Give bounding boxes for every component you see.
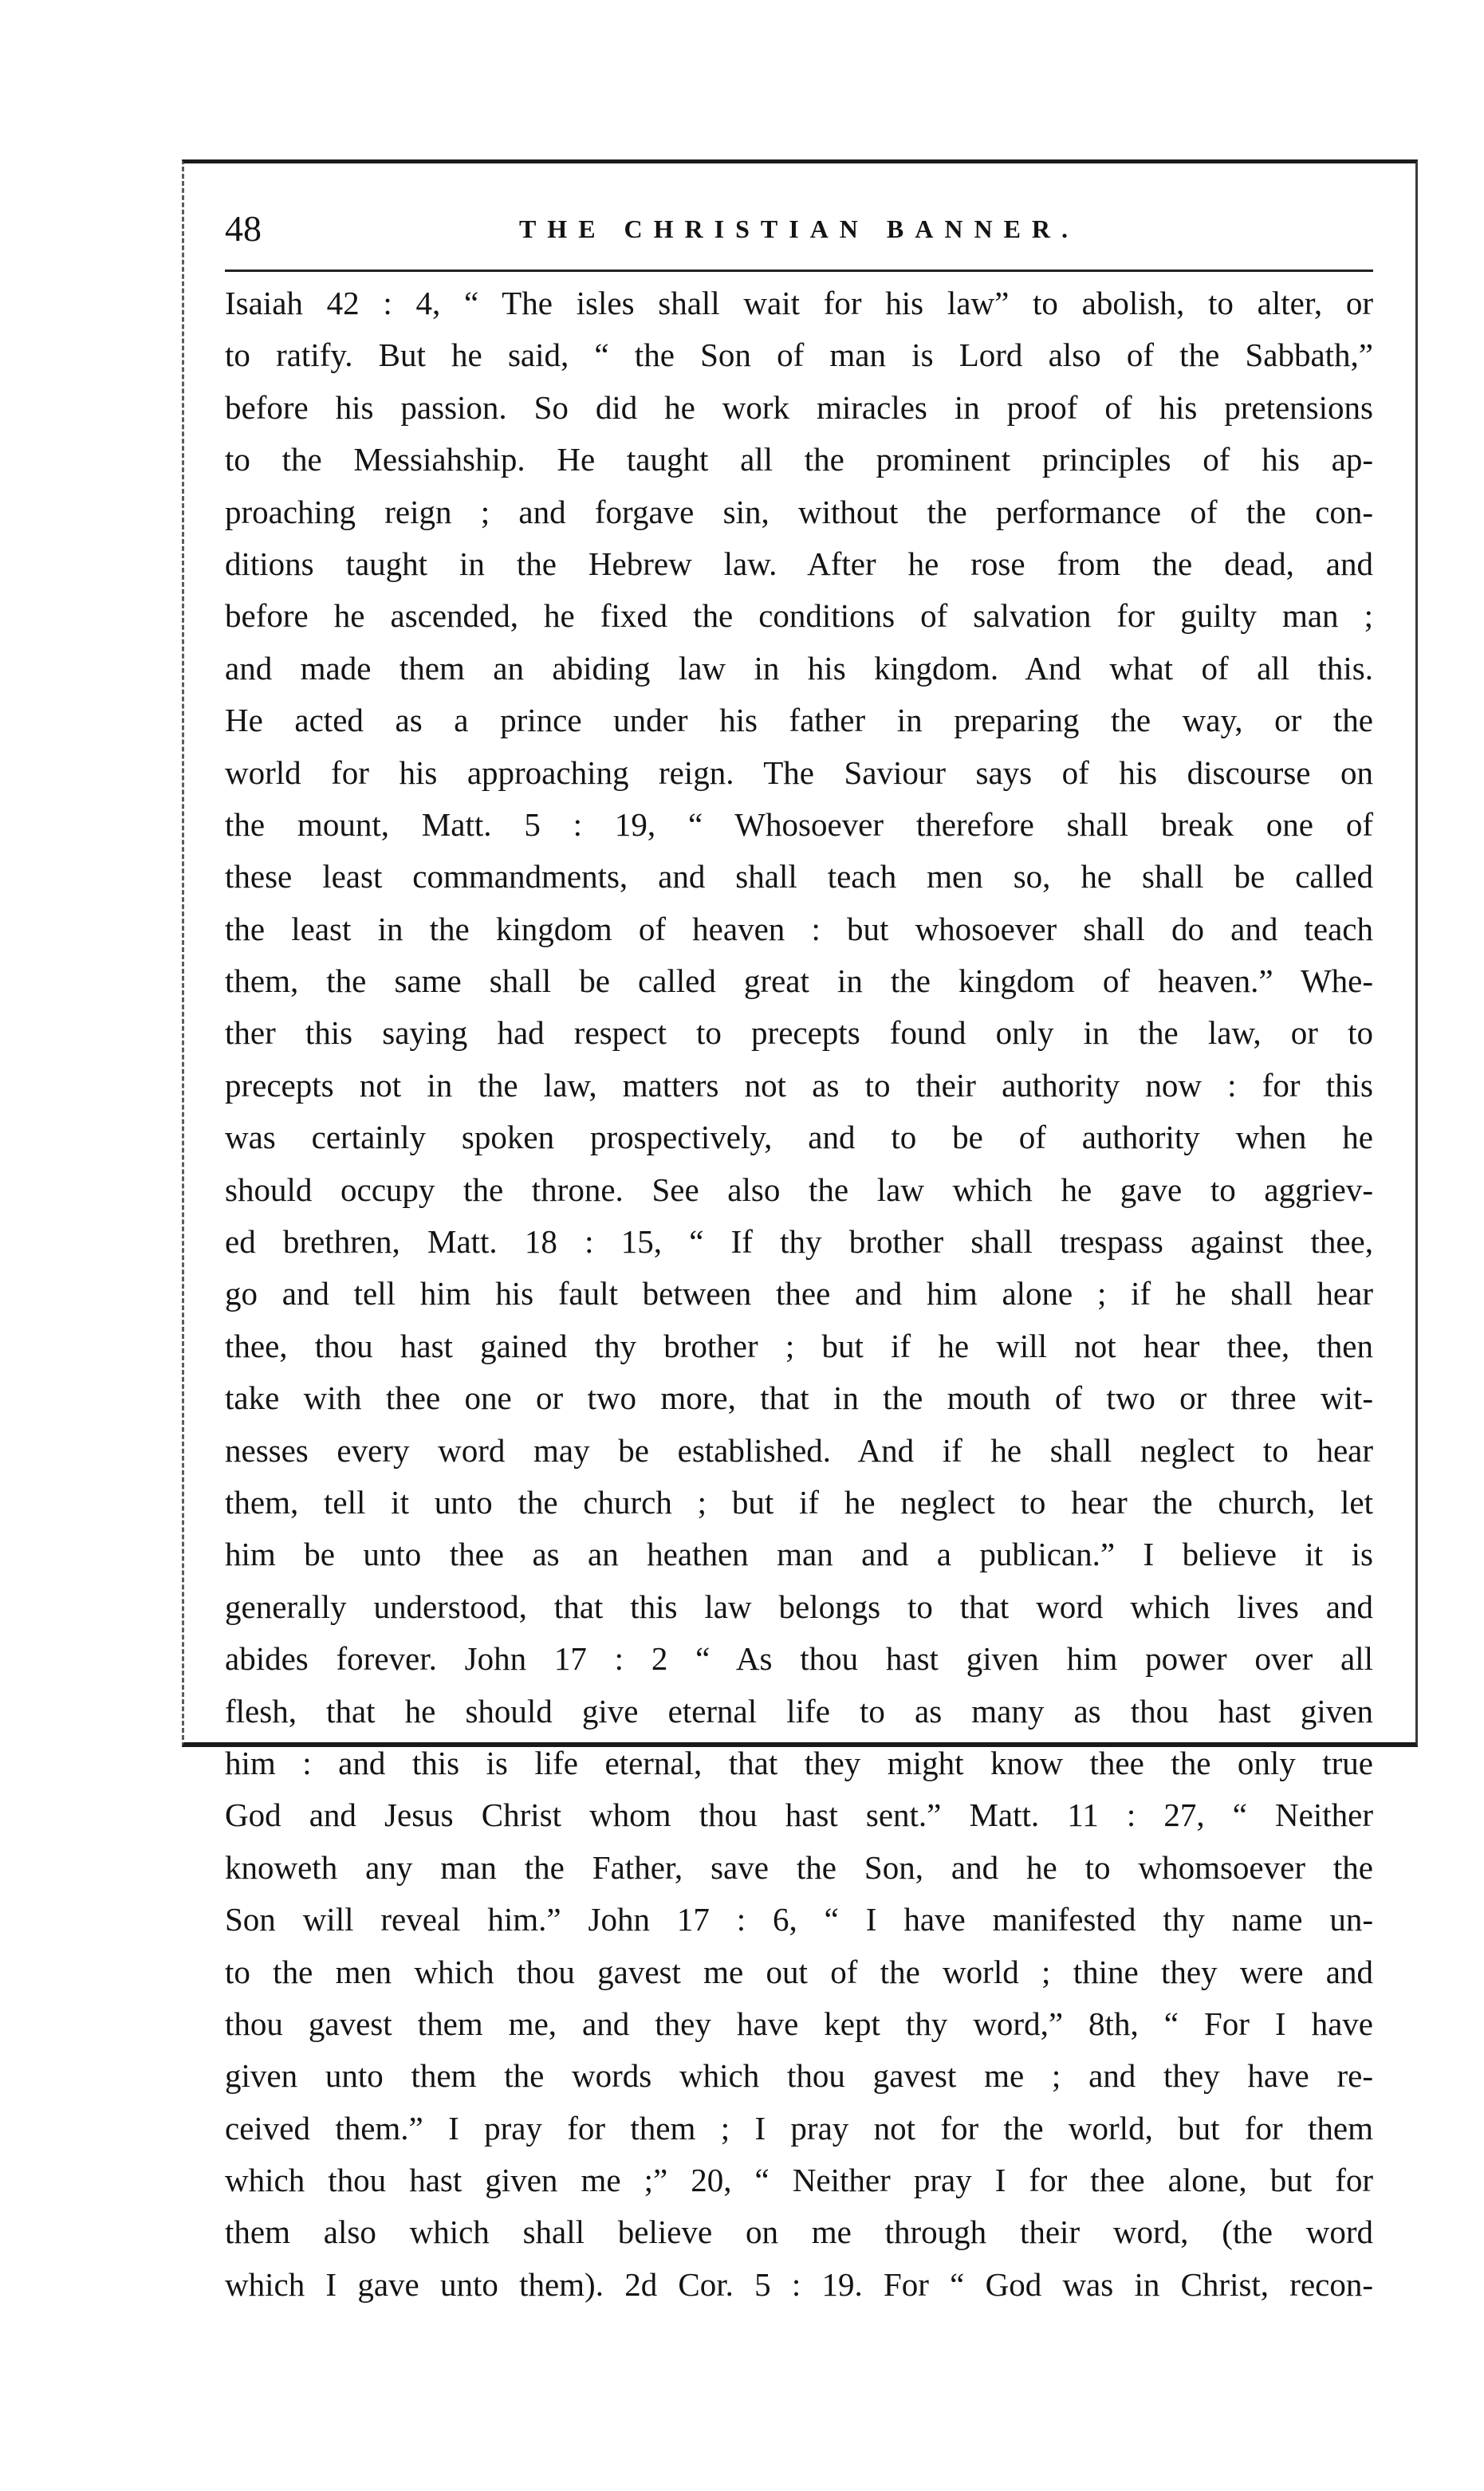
text-line: flesh, that he should give eternal life to as many as thou hast given bbox=[225, 1692, 1373, 1730]
page-number: 48 bbox=[225, 208, 262, 249]
text-line: nesses every word may be established. And if he shall neglect to hear bbox=[225, 1431, 1373, 1469]
text-line: to ratify. But he said, “ the Son of man is Lord also of the Sabbath,” bbox=[225, 336, 1373, 374]
text-line: precepts not in the law, matters not as to their authority now : for this bbox=[225, 1066, 1373, 1104]
text-line: was certainly spoken prospectively, and to be of authority when he bbox=[225, 1119, 1373, 1156]
text-line: which I gave unto them). 2d Cor. 5 : 19. For “ God was in Christ, recon- bbox=[225, 2265, 1373, 2303]
text-line: these least commandments, and shall teach men so, he shall be called bbox=[225, 858, 1373, 895]
running-head bbox=[225, 201, 1373, 257]
text-line: them, tell it unto the church ; but if he neglect to hear the church, let bbox=[225, 1483, 1373, 1521]
text-line: to the men which thou gavest me out of the world ; thine they were and bbox=[225, 1953, 1373, 1990]
text-line: He acted as a prince under his father in preparing the way, or the bbox=[225, 702, 1373, 739]
text-line: to the Messiahship. He taught all the prominent principles of his ap- bbox=[225, 441, 1373, 478]
text-line: him : and this is life eternal, that they might know thee the only true bbox=[225, 1744, 1373, 1781]
text-line: ed brethren, Matt. 18 : 15, “ If thy brother shall trespass against thee, bbox=[225, 1223, 1373, 1261]
text-line: generally understood, that this law belongs to that word which lives and bbox=[225, 1588, 1373, 1625]
text-line: ther this saying had respect to precepts found only in the law, or to bbox=[225, 1014, 1373, 1052]
text-line: knoweth any man the Father, save the Son, and he to whomsoever the bbox=[225, 1848, 1373, 1886]
text-line: Isaiah 42 : 4, “ The isles shall wait for his law” to abolish, to alter, or bbox=[225, 285, 1373, 321]
text-line: should occupy the throne. See also the law which he gave to aggriev- bbox=[225, 1171, 1373, 1208]
text-line: abides forever. John 17 : 2 “ As thou hast given him power over all bbox=[225, 1640, 1373, 1678]
text-line: thee, thou hast gained thy brother ; but if he will not hear thee, then bbox=[225, 1327, 1373, 1364]
running-title: THE CHRISTIAN BANNER. bbox=[518, 214, 1080, 243]
text-line: given unto them the words which thou gavest me ; and they have re- bbox=[225, 2057, 1373, 2095]
body-text bbox=[225, 277, 1373, 2311]
text-line: before his passion. So did he work miracles in proof of his pretensions bbox=[225, 388, 1373, 426]
text-line: world for his approaching reign. The Saviour says of his discourse on bbox=[225, 754, 1373, 791]
text-line: God and Jesus Christ whom thou hast sent.” Matt. 11 : 27, “ Neither bbox=[225, 1796, 1373, 1834]
text-line: before he ascended, he fixed the conditions of salvation for guilty man ; bbox=[225, 597, 1373, 635]
text-line: and made them an abiding law in his kingdom. And what of all this. bbox=[225, 649, 1373, 687]
text-line: ceived them.” I pray for them ; I pray not for the world, but for them bbox=[225, 2109, 1373, 2147]
text-line: go and tell him his fault between thee and him alone ; if he shall hear bbox=[225, 1275, 1373, 1312]
text-line: which thou hast given me ;” 20, “ Neither pray I for thee alone, but for bbox=[225, 2162, 1373, 2199]
text-line: the least in the kingdom of heaven : but whosoever shall do and teach bbox=[225, 910, 1373, 947]
text-line: Son will reveal him.” John 17 : 6, “ I have manifested thy name un- bbox=[225, 1901, 1373, 1938]
text-line: proaching reign ; and forgave sin, without the performance of the con- bbox=[225, 493, 1373, 530]
header-rule bbox=[225, 270, 1373, 272]
text-line: him be unto thee as an heathen man and a publican.” I believe it is bbox=[225, 1536, 1373, 1573]
text-line: the mount, Matt. 5 : 19, “ Whosoever therefore shall break one of bbox=[225, 805, 1373, 843]
text-line: take with thee one or two more, that in the mouth of two or three wit- bbox=[225, 1379, 1373, 1417]
text-line: them also which shall believe on me through their word, (the word bbox=[225, 2214, 1373, 2251]
text-line: thou gavest them me, and they have kept thy word,” 8th, “ For I have bbox=[225, 2005, 1373, 2042]
text-line: ditions taught in the Hebrew law. After he rose from the dead, and bbox=[225, 545, 1373, 582]
text-line: them, the same shall be called great in the kingdom of heaven.” Whe- bbox=[225, 962, 1373, 1000]
